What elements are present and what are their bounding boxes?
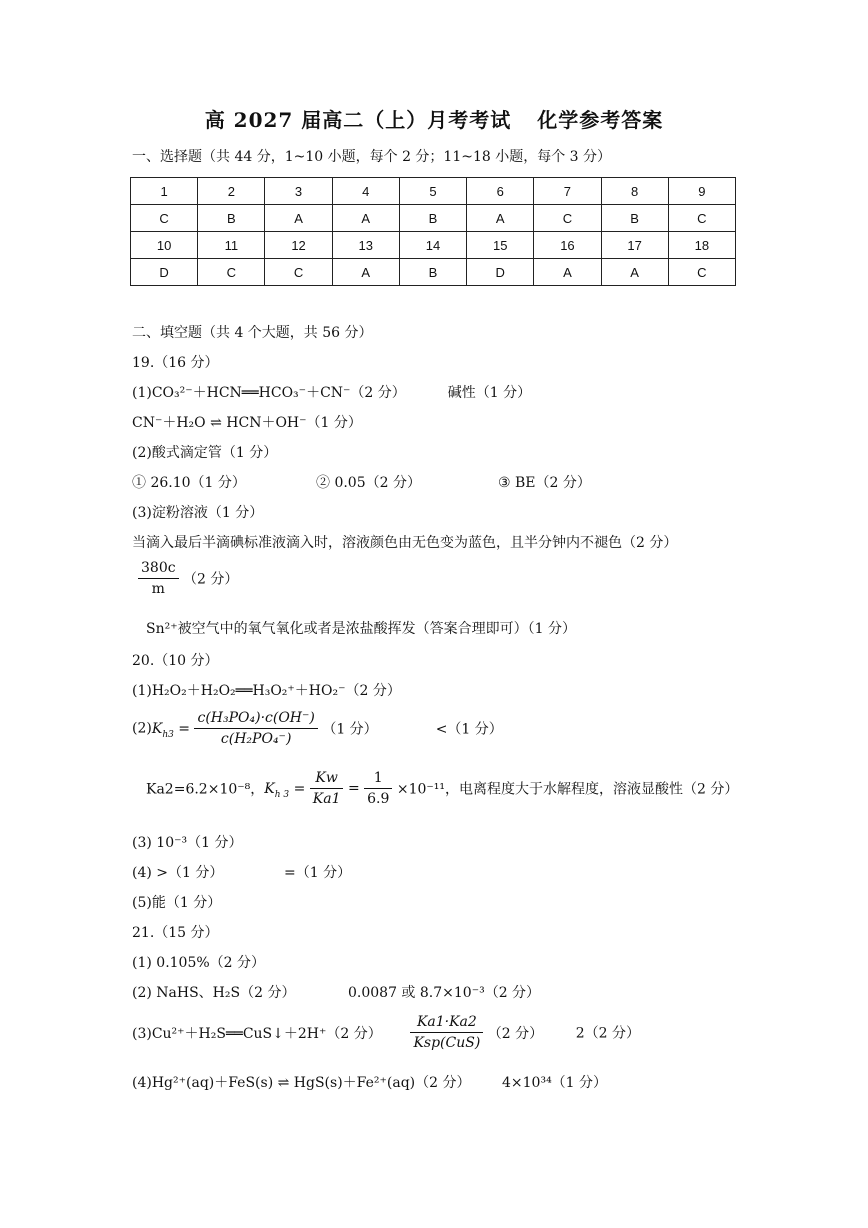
table-cell: B [399, 205, 466, 232]
table-cell: 1 [131, 178, 198, 205]
q19-hydrolysis: CN⁻＋H₂O ⇌ HCN＋OH⁻（1 分） [132, 415, 362, 431]
question-number-row [131, 232, 736, 259]
q20-value-num: 1 [364, 770, 392, 789]
table-cell: C [198, 259, 265, 286]
table-cell: 13 [332, 232, 399, 259]
table-cell: 3 [265, 178, 332, 205]
title-main: 高 2027 届高二（上）月考考试 [204, 108, 512, 132]
q21-part1: (1) 0.105%（2 分） [132, 955, 266, 971]
q19-p2-b: ② 0.05（2 分） [316, 475, 421, 491]
q19-frac-num: 380c [138, 560, 179, 579]
table-cell: B [399, 259, 466, 286]
q20-kh3-tail: ×10⁻¹¹，电离程度大于水解程度，溶液显酸性（2 分） [396, 781, 739, 798]
table-cell: 5 [399, 178, 466, 205]
q21-header: 21.（15 分） [132, 925, 219, 941]
q20-kw-den: Ka1 [312, 791, 341, 807]
q21-p2-a: (2) NaHS、H₂S（2 分） [132, 985, 296, 1001]
q19-part3: (3)淀粉溶液（1 分） [132, 505, 264, 521]
q20-ka2: Ka2=6.2×10⁻⁸， [146, 781, 265, 798]
q21-p3-fraction [410, 1014, 483, 1051]
section1-heading: 一、选择题（共 44 分，1~10 小题，每个 2 分；11~18 小题，每个 3 分） [132, 149, 612, 165]
table-cell: A [332, 259, 399, 286]
table-cell: A [467, 205, 534, 232]
q20-value-den: 6.9 [367, 791, 390, 807]
table-cell: 2 [198, 178, 265, 205]
q19-part2-subs [132, 472, 591, 492]
q19-part2: (2)酸式滴定管（1 分） [132, 445, 278, 461]
table-cell: 4 [332, 178, 399, 205]
table-cell: 15 [467, 232, 534, 259]
table-cell: C [131, 205, 198, 232]
q20-value-fraction [364, 770, 392, 807]
q20-p2-prefix: (2) [132, 720, 152, 737]
table-cell: C [668, 205, 735, 232]
q20-part1: (1)H₂O₂＋H₂O₂══H₃O₂⁺＋HO₂⁻（2 分） [132, 683, 401, 699]
title-subject: 化学参考答案 [537, 108, 664, 132]
q20-kh3-eq-symbol: $K_{h 3}$ = [264, 780, 310, 800]
q19-endpoint: 当滴入最后半滴碘标准液滴入时，溶液颜色由无色变为蓝色，且半分钟内不褪色（2 分） [132, 535, 678, 551]
q21-p4-equation: (4)Hg²⁺(aq)＋FeS(s) ⇌ HgS(s)＋Fe²⁺(aq)（2 分） [132, 1075, 471, 1091]
table-cell: 8 [601, 178, 668, 205]
q20-p4-a: (4) >（1 分） [132, 865, 224, 881]
q20-header: 20.（10 分） [132, 653, 219, 669]
q21-p3-score: （2 分） [487, 1025, 544, 1042]
answer-row [131, 259, 736, 286]
table-cell: 17 [601, 232, 668, 259]
q20-p2-compare: <（1 分） [435, 721, 503, 738]
table-cell: 9 [668, 178, 735, 205]
table-cell: 7 [534, 178, 601, 205]
q20-kh3-fraction [194, 710, 317, 747]
table-cell: 18 [668, 232, 735, 259]
q20-kw-fraction [310, 770, 344, 807]
table-cell: D [467, 259, 534, 286]
table-cell: C [668, 259, 735, 286]
q19-fraction-line [138, 560, 238, 597]
q20-kh3-num: c(H₃PO₄)·c(OH⁻) [194, 710, 317, 729]
q19-p2-c: ③ BE（2 分） [498, 475, 591, 491]
q20-part5: (5)能（1 分） [132, 895, 222, 911]
section2-heading: 二、填空题（共 4 个大题，共 56 分） [132, 325, 373, 341]
q19-frac-den: m [151, 581, 165, 597]
table-cell: A [534, 259, 601, 286]
table-cell: 16 [534, 232, 601, 259]
answer-row [131, 205, 736, 232]
q21-p4-b: 4×10³⁴（1 分） [502, 1075, 608, 1091]
table-cell: 14 [399, 232, 466, 259]
table-cell: A [265, 205, 332, 232]
table-cell: B [198, 205, 265, 232]
q21-part2-line [132, 982, 540, 1002]
q20-kw-num: Kw [310, 770, 344, 789]
q20-kh3-den: c(H₂PO₄⁻) [220, 731, 292, 747]
q20-part3: (3) 10⁻³（1 分） [132, 835, 243, 851]
table-cell: 11 [198, 232, 265, 259]
q20-p4-b: =（1 分） [284, 865, 352, 881]
q21-p2-b: 0.0087 或 8.7×10⁻³（2 分） [348, 985, 541, 1001]
q21-p3-den: Ksp(CuS) [413, 1035, 481, 1051]
q20-p2-score: （1 分） [322, 721, 378, 738]
q19-frac-score: （2 分） [183, 571, 239, 588]
question-number-row [131, 178, 736, 205]
q20-equals: = [347, 780, 360, 797]
q20-part2-line [132, 710, 503, 747]
q19-header: 19.（16 分） [132, 355, 219, 371]
q19-part1-line [132, 382, 531, 402]
page-title [0, 104, 868, 133]
q19-reason: Sn²⁺被空气中的氧气氧化或者是浓盐酸挥发（答案合理即可）（1 分） [146, 621, 576, 637]
q19-fraction [138, 560, 179, 597]
answer-table [130, 177, 736, 286]
q20-ka2-line [146, 770, 738, 807]
q21-p3-c: 2（2 分） [575, 1025, 641, 1042]
q21-part3-line [132, 1014, 640, 1051]
q21-part4-line [132, 1072, 607, 1092]
q19-p1-equation: (1)CO₃²⁻＋HCN══HCO₃⁻＋CN⁻（2 分） [132, 385, 406, 401]
q20-kh3-symbol: $K_{h3}$ = [151, 720, 195, 740]
table-cell: A [332, 205, 399, 232]
table-cell: 10 [131, 232, 198, 259]
q19-p1-note: 碱性（1 分） [447, 385, 532, 401]
table-cell: C [534, 205, 601, 232]
table-cell: C [265, 259, 332, 286]
table-cell: 6 [467, 178, 534, 205]
table-cell: D [131, 259, 198, 286]
table-cell: B [601, 205, 668, 232]
q21-p3-equation: (3)Cu²⁺＋H₂S══CuS↓＋2H⁺（2 分） [132, 1025, 382, 1042]
table-cell: A [601, 259, 668, 286]
q20-part4-line [132, 862, 351, 882]
q21-p3-num: Ka1·Ka2 [410, 1014, 483, 1033]
table-cell: 12 [265, 232, 332, 259]
q19-p2-a: ① 26.10（1 分） [132, 475, 246, 491]
